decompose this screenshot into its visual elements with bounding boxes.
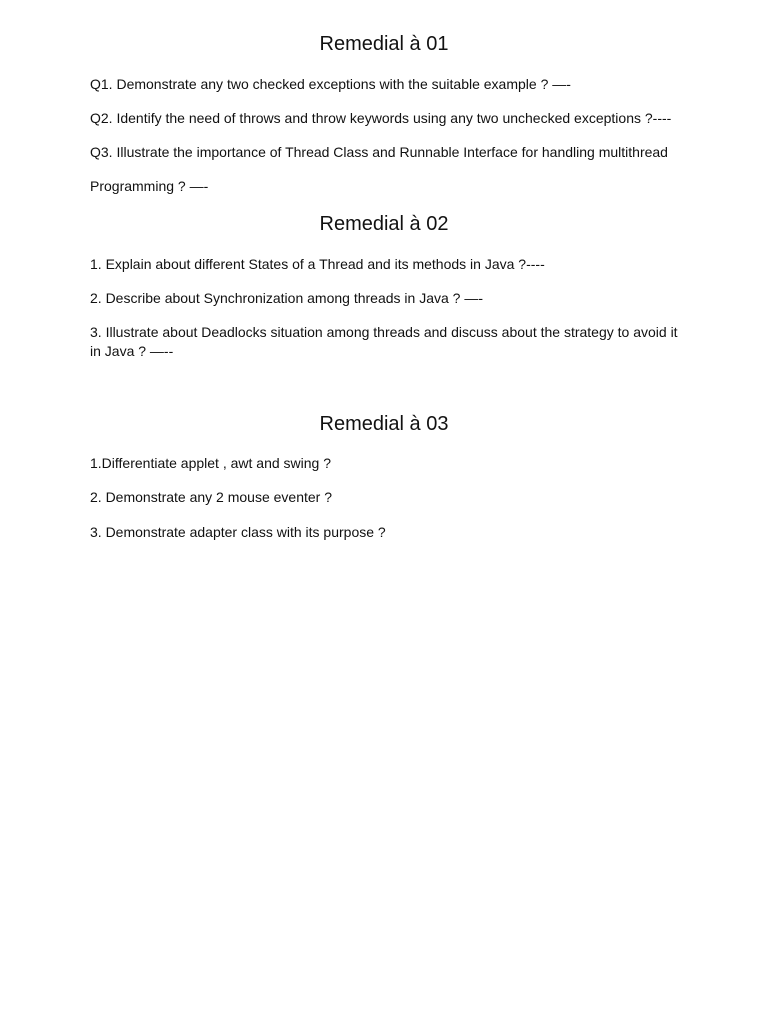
question-q2: Q2. Identify the need of throws and throw keywords using any two unchecked exceptions ?---- bbox=[90, 110, 672, 126]
question-2-1: 1. Explain about different States of a Thread and its methods in Java ?---- bbox=[90, 256, 545, 272]
question-3-2: 2. Demonstrate any 2 mouse eventer ? bbox=[90, 489, 333, 505]
question-2-3-continued: in Java ? —-- bbox=[90, 343, 174, 359]
question-q3-continued: Programming ? —- bbox=[90, 178, 209, 194]
section-title-remedial-03: Remedial à 03 bbox=[319, 413, 449, 435]
section-title-remedial-02: Remedial à 02 bbox=[319, 213, 449, 235]
question-q1: Q1. Demonstrate any two checked exceptions with the suitable example ? —- bbox=[90, 76, 571, 92]
question-3-1: 1.Differentiate applet , awt and swing ? bbox=[90, 455, 332, 471]
question-3-3: 3. Demonstrate adapter class with its purpose ? bbox=[90, 524, 386, 540]
question-q3: Q3. Illustrate the importance of Thread Class and Runnable Interface for handling multithread bbox=[90, 144, 668, 160]
question-2-3: 3. Illustrate about Deadlocks situation among threads and discuss about the strategy to avoid it bbox=[90, 324, 678, 340]
question-2-2: 2. Describe about Synchronization among threads in Java ? —- bbox=[90, 290, 483, 306]
section-title-remedial-01: Remedial à 01 bbox=[319, 33, 449, 55]
